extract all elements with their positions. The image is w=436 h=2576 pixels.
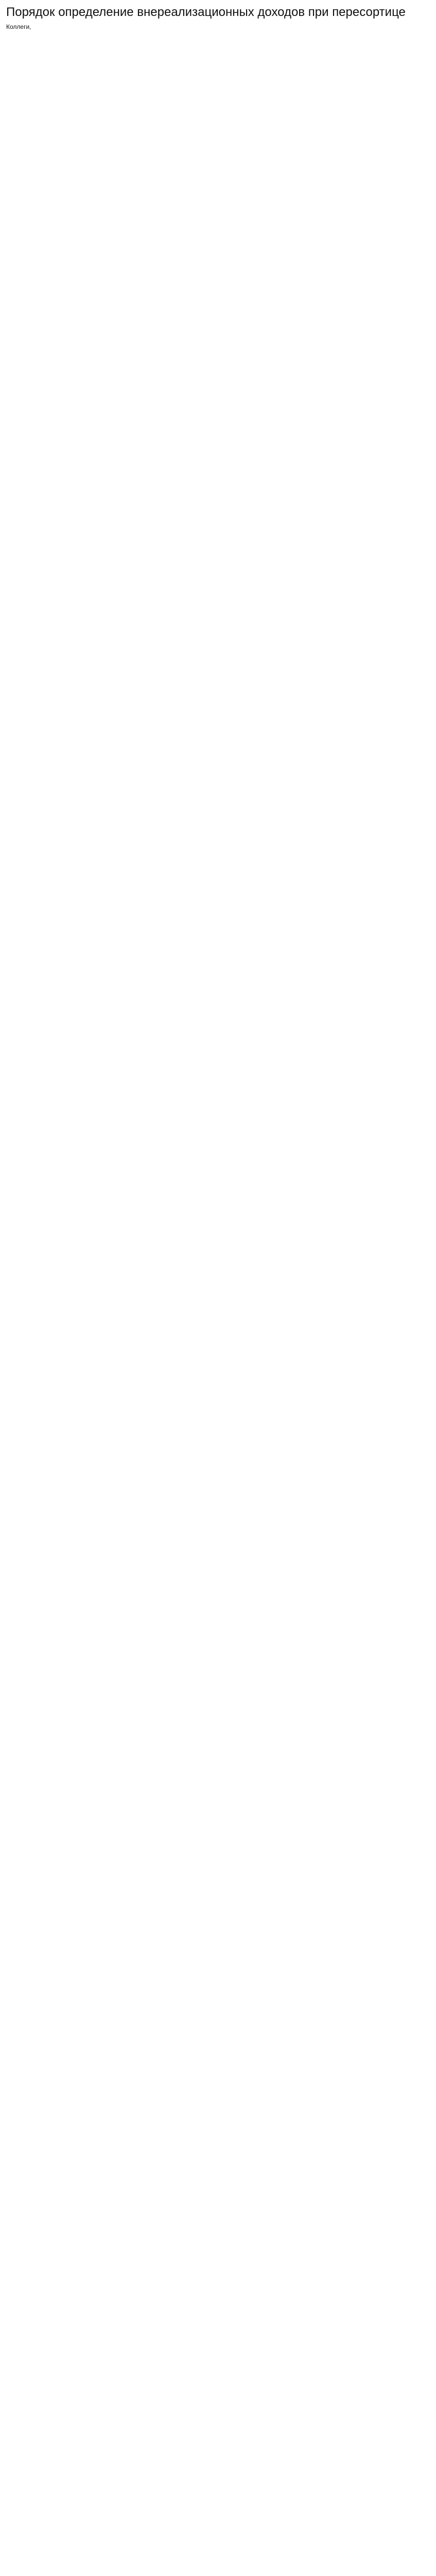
greeting-text: Коллеги, xyxy=(6,23,31,30)
page-title: Порядок определение внереализационных доходов при пересортице xyxy=(6,5,406,19)
document-page xyxy=(0,0,436,49)
